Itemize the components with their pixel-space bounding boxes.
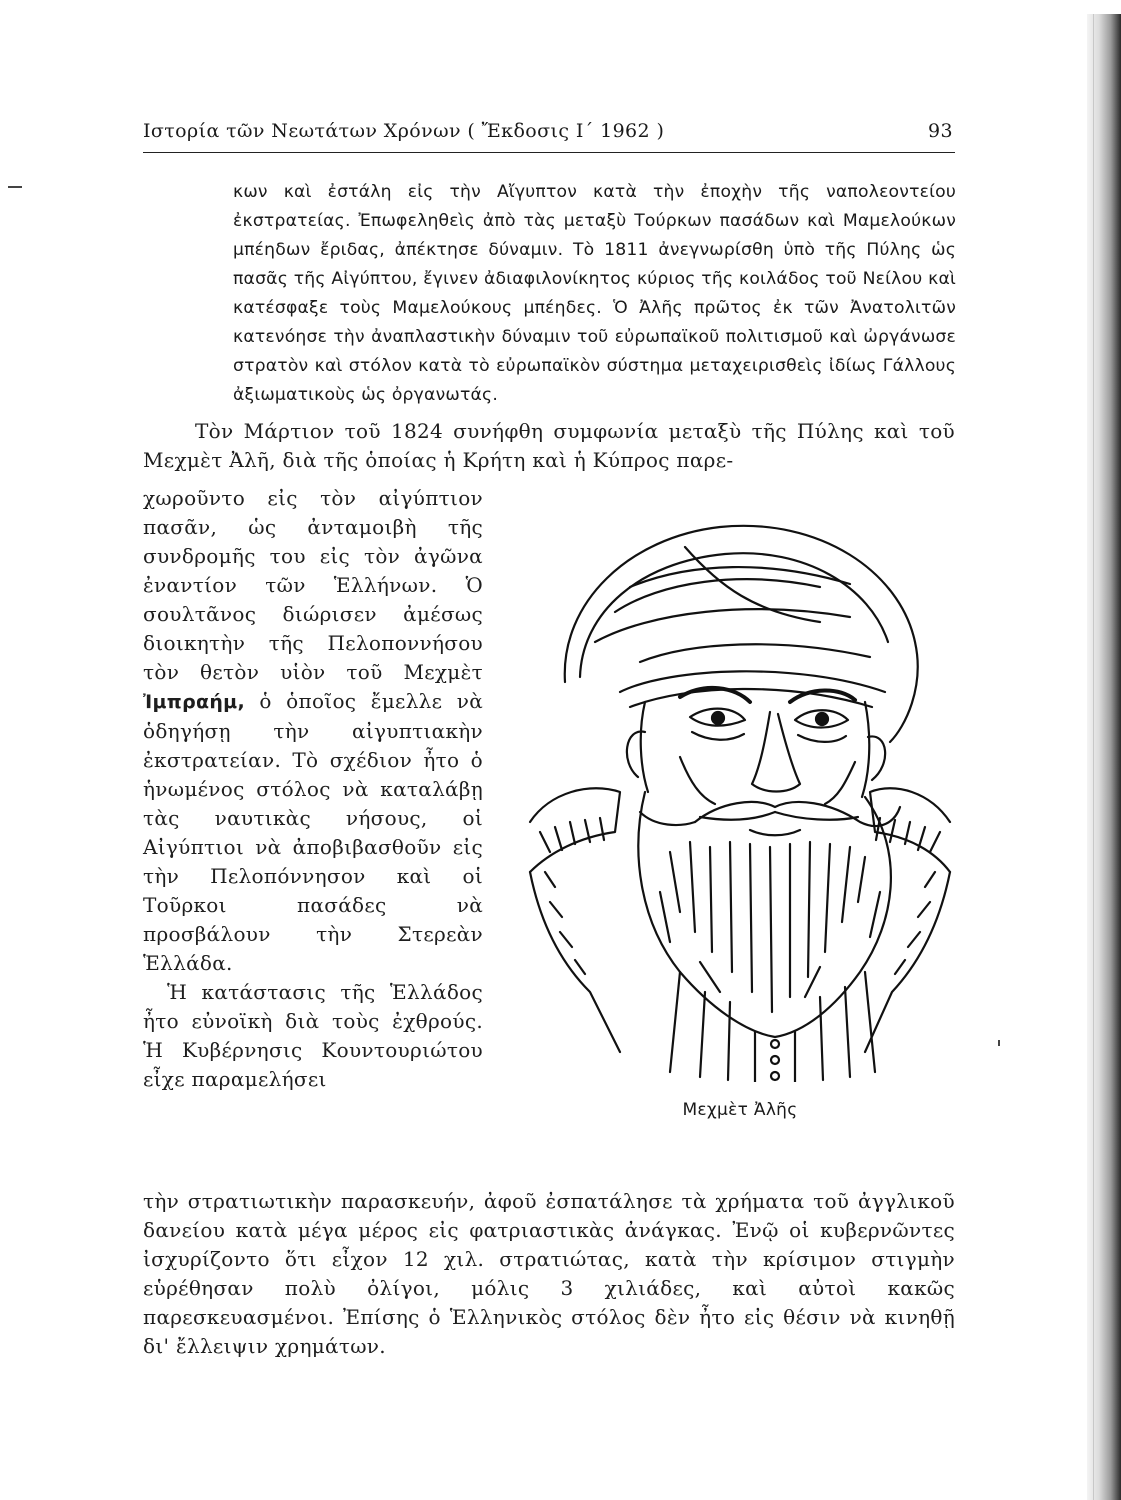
opening-text: Τὸν Μάρτιον τοῦ 1824 συνήφθη συμφωνία μεταξὺ τῆς Πύλης καὶ τοῦ Μεχμὲτ Ἀλῆ, διὰ τῆς ὁποίας ἡ Κρήτη καὶ ἡ Κύπρος παρε- [143,419,955,472]
header-title: Ιστορία τῶν Νεωτάτων Χρόνων ( Ἔκδοσις Ι΄ 1962 ) [143,120,665,142]
margin-mark [8,186,22,188]
portrait-illustration [520,492,960,1082]
opening-paragraph [143,417,955,475]
column-text-part1: χωροῦντο εἰς τὸν αἰγύπτιον πασᾶν, ὡς ἀνταμοιβὴ τῆς συνδρομῆς του εἰς τὸν ἀγῶνα ἐναντίον τῶν Ἑλλήνων. Ὁ σουλτᾶνος διώρισεν ἀμέσως διοικητὴν τῆς Πελοποννήσου τὸν θετὸν υἱὸν τοῦ Μεχμὲτ [143,486,483,684]
closing-paragraph [143,1187,955,1361]
left-column-text [143,484,483,1094]
note-paragraph: κων καὶ ἐστάλη εἰς τὴν Αἴγυπτον κατὰ τὴν ἐποχὴν τῆς ναπολεοντείου ἐκστρατείας. Ἐπωφεληθεὶς ἀπὸ τὰς μεταξὺ Τούρκων πασάδων καὶ Μαμελούκων μπέηδων ἔριδας, ἀπέκτησε δύναμιν. Τὸ 1811 ἀνεγνωρίσθη ὑπὸ τῆς Πύλης ὡς πασᾶς τῆς Αἰγύπτου, ἔγινεν ἀδιαφιλονίκητος κύριος τῆς κοιλάδος τοῦ Νείλου καὶ κατέσφαξε τοὺς Μαμελούκους μπέηδες. Ὁ Ἀλῆς πρῶτος ἐκ τῶν Ἀνατολιτῶν κατενόησε τὴν ἀναπλαστικὴν δύναμιν τοῦ εὐρωπαϊκοῦ πολιτισμοῦ καὶ ὠργάνωσε στρατὸν καὶ στόλον κατὰ τὸ εὐρωπαϊκὸν σύστημα μεταχειρισθεὶς ἰδίως Γάλλους ἀξιωματικοὺς ὡς ὀργανωτάς. [233,182,956,405]
figure-caption: Μεχμὲτ Ἀλῆς [682,1100,798,1120]
page-edge [1087,14,1121,1500]
column-paragraph-1 [143,484,483,978]
column-paragraph-2: Ἡ κατάστασις τῆς Ἑλλάδος ἦτο εὐνοϊκὴ διὰ τοὺς ἐχθρούς. Ἡ Κυβέρνησις Κουντουριώτου εἶχε παραμελήσει [143,980,483,1091]
bold-name-ibrahim: Ἰμπραήμ, [143,691,245,713]
footnote-block [233,178,956,410]
margin-mark-right [998,1040,1000,1046]
page-number: 93 [928,120,953,142]
running-header [143,118,955,153]
closing-text: τὴν στρατιωτικὴν παρασκευήν, ἀφοῦ ἐσπατάλησε τὰ χρήματα τοῦ ἀγγλικοῦ δανείου κατὰ μέγα μέρος εἰς φατριαστικὰς ἀνάγκας. Ἐνῷ οἱ κυβερνῶντες ἰσχυρίζοντο ὅτι εἶχον 12 χιλ. στρατιώτας, κατὰ τὴν κρίσιμον στιγμὴν εὑρέθησαν πολὺ ὀλίγοι, μόλις 3 χιλιάδες, καὶ αὐτοὶ κακῶς παρεσκευασμένοι. Ἐπίσης ὁ Ἑλληνικὸς στόλος δὲν ἦτο εἰς θέσιν νὰ κινηθῇ δι' ἔλλειψιν χρημάτων. [143,1189,955,1358]
column-text-part2: ὁ ὁποῖος ἔμελλε νὰ ὁδηγήσῃ τὴν αἰγυπτιακὴν ἐκστρατείαν. Τὸ σχέδιον ἦτο ὁ ἡνωμένος στόλος νὰ καταλάβῃ τὰς ναυτικὰς νήσους, οἱ Αἰγύπτιοι νὰ ἀποβιβασθοῦν εἰς τὴν Πελοπόννησον καὶ οἱ Τοῦρκοι πασάδες νὰ προσβάλουν τὴν Στερεὰν Ἑλλάδα. [143,689,483,975]
